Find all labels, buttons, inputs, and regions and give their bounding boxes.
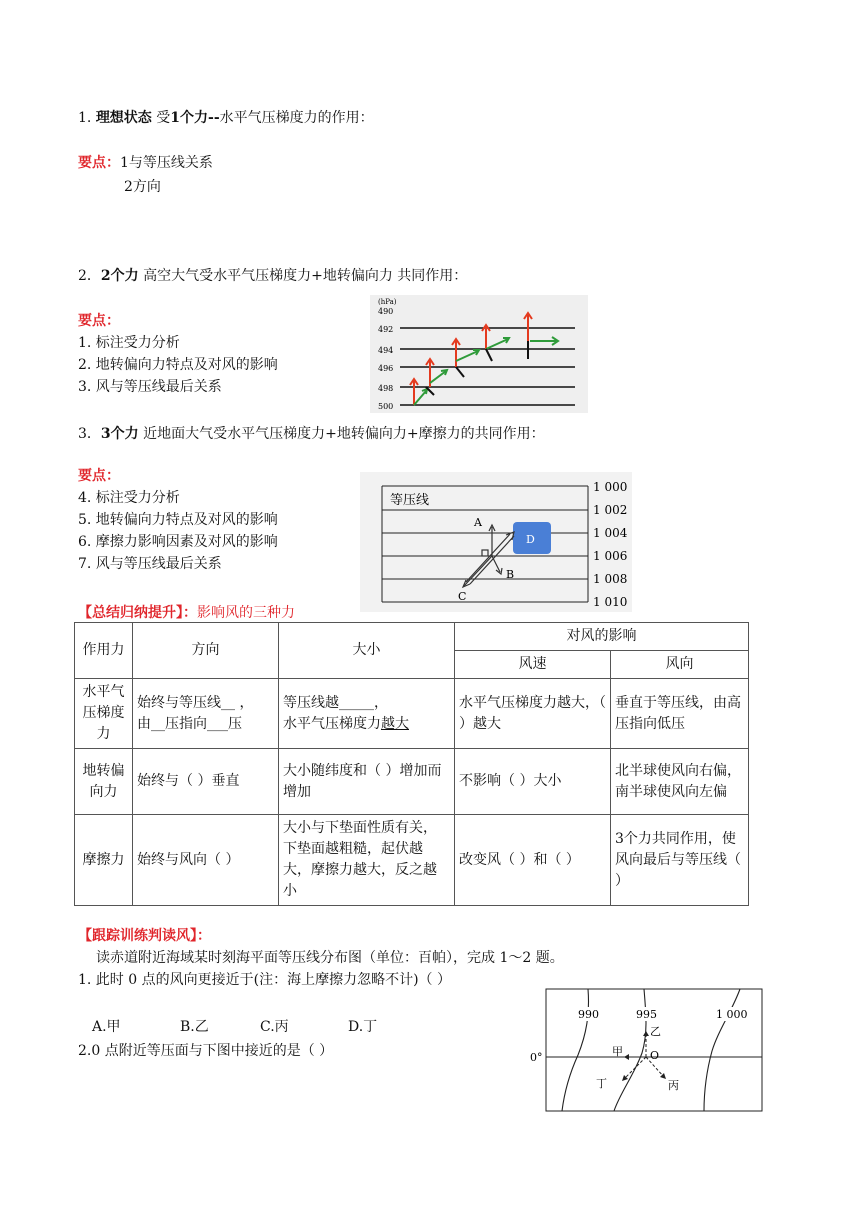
cell-size: 大小随纬度和（ ）增加而增加 xyxy=(279,749,455,815)
svg-text:(hPa): (hPa) xyxy=(378,298,397,306)
option-d: D.丁 xyxy=(348,1019,378,1035)
cell-size: 大小与下垫面性质有关，下垫面越粗糙，起伏越大，摩擦力越大，反之越小 xyxy=(279,815,455,906)
svg-text:1 008: 1 008 xyxy=(593,572,628,586)
header-effect: 对风的影响 xyxy=(455,623,749,651)
cell-wind-direction: 3个力共同作用，使风向最后与等压线（ ） xyxy=(611,815,749,906)
equator-isobar-figure xyxy=(528,985,768,1115)
header-wind-speed: 风速 xyxy=(455,651,611,679)
cell-direction: 始终与风向（ ） xyxy=(133,815,279,906)
cell-force: 摩擦力 xyxy=(75,815,133,906)
svg-text:C: C xyxy=(458,590,467,603)
upper-air-wind-figure xyxy=(370,295,588,413)
svg-text:B: B xyxy=(506,568,515,581)
question-1-options xyxy=(92,1016,377,1036)
section3-keypoints: 要点： 4. 标注受力分析 5. 地转偏向力特点及对风的影响 6. 摩擦力影响因素及对风的影响 7. 风与等压线最后关系 xyxy=(78,468,278,572)
header-force: 作用力 xyxy=(75,623,133,679)
section1-keypoint-2: 2方向 xyxy=(124,179,161,195)
cell-size: 等压线越_____， 水平气压梯度力越大 xyxy=(279,679,455,749)
practice-intro: 读赤道附近海域某时刻海平面等压线分布图（单位：百帕），完成 1～2 题。 xyxy=(96,950,564,966)
summary-table xyxy=(74,622,749,906)
table-row xyxy=(75,749,749,815)
svg-text:1 000: 1 000 xyxy=(716,1008,748,1021)
svg-text:498: 498 xyxy=(378,384,394,393)
section2-title: 2．2个力 高空大气受水平气压梯度力+地转偏向力 共同作用： xyxy=(78,268,468,284)
svg-text:等压线: 等压线 xyxy=(390,493,430,508)
cell-speed: 不影响（ ）大小 xyxy=(455,749,611,815)
cell-speed: 改变风（ ）和（ ） xyxy=(455,815,611,906)
svg-text:O: O xyxy=(650,1049,660,1062)
table-row xyxy=(75,679,749,749)
svg-text:甲: 甲 xyxy=(612,1045,623,1058)
question-2: 2.0 点附近等压面与下图中接近的是（ ） xyxy=(78,1043,334,1059)
svg-text:496: 496 xyxy=(378,364,394,373)
cell-force: 水平气压梯度力 xyxy=(75,679,133,749)
section1-title: 1. 理想状态 受1个力--水平气压梯度力的作用： xyxy=(78,110,374,126)
table-row xyxy=(75,815,749,906)
svg-text:492: 492 xyxy=(378,325,394,334)
surface-wind-figure xyxy=(360,472,632,612)
svg-text:1 004: 1 004 xyxy=(593,526,628,540)
svg-text:990: 990 xyxy=(578,1008,599,1021)
practice-heading: 【跟踪训练判读风】： xyxy=(78,928,211,944)
cell-wind-direction: 垂直于等压线，由高压指向低压 xyxy=(611,679,749,749)
cell-direction: 始终与等压线__ ， 由__压指向___压 xyxy=(133,679,279,749)
cell-direction: 始终与（ ）垂直 xyxy=(133,749,279,815)
svg-text:1 000: 1 000 xyxy=(593,480,628,494)
option-b: B.乙 xyxy=(180,1019,209,1035)
option-c: C.丙 xyxy=(260,1019,289,1035)
svg-text:995: 995 xyxy=(636,1008,657,1021)
table-header-row xyxy=(75,623,749,651)
option-a: A.甲 xyxy=(92,1019,121,1035)
cell-force: 地转偏向力 xyxy=(75,749,133,815)
svg-text:1 010: 1 010 xyxy=(593,595,628,609)
summary-heading: 【总结归纳提升】：影响风的三种力 xyxy=(78,605,295,621)
svg-text:494: 494 xyxy=(378,346,394,355)
section1-keypoints: 要点：1与等压线关系 xyxy=(78,155,213,171)
svg-text:丙: 丙 xyxy=(668,1079,679,1092)
section3-title: 3．3个力 近地面大气受水平气压梯度力+地转偏向力+摩擦力的共同作用： xyxy=(78,426,545,442)
svg-text:0°: 0° xyxy=(530,1051,543,1064)
svg-text:490: 490 xyxy=(378,307,394,316)
svg-text:丁: 丁 xyxy=(596,1077,607,1090)
svg-text:1 006: 1 006 xyxy=(593,549,628,563)
header-size: 大小 xyxy=(279,623,455,679)
svg-text:A: A xyxy=(474,516,482,529)
svg-text:乙: 乙 xyxy=(650,1025,661,1038)
svg-text:500: 500 xyxy=(378,402,394,411)
svg-text:D: D xyxy=(526,533,535,546)
svg-text:1 002: 1 002 xyxy=(593,503,628,517)
cell-wind-direction: 北半球使风向右偏，南半球使风向左偏 xyxy=(611,749,749,815)
header-wind-direction: 风向 xyxy=(611,651,749,679)
header-direction: 方向 xyxy=(133,623,279,679)
cell-speed: 水平气压梯度力越大，（ ）越大 xyxy=(455,679,611,749)
section2-keypoints: 要点： 1. 标注受力分析 2. 地转偏向力特点及对风的影响 3. 风与等压线最后关系 xyxy=(78,313,278,395)
question-1: 1. 此时 0 点的风向更接近于(注：海上摩擦力忽略不计)（ ） xyxy=(78,972,451,988)
